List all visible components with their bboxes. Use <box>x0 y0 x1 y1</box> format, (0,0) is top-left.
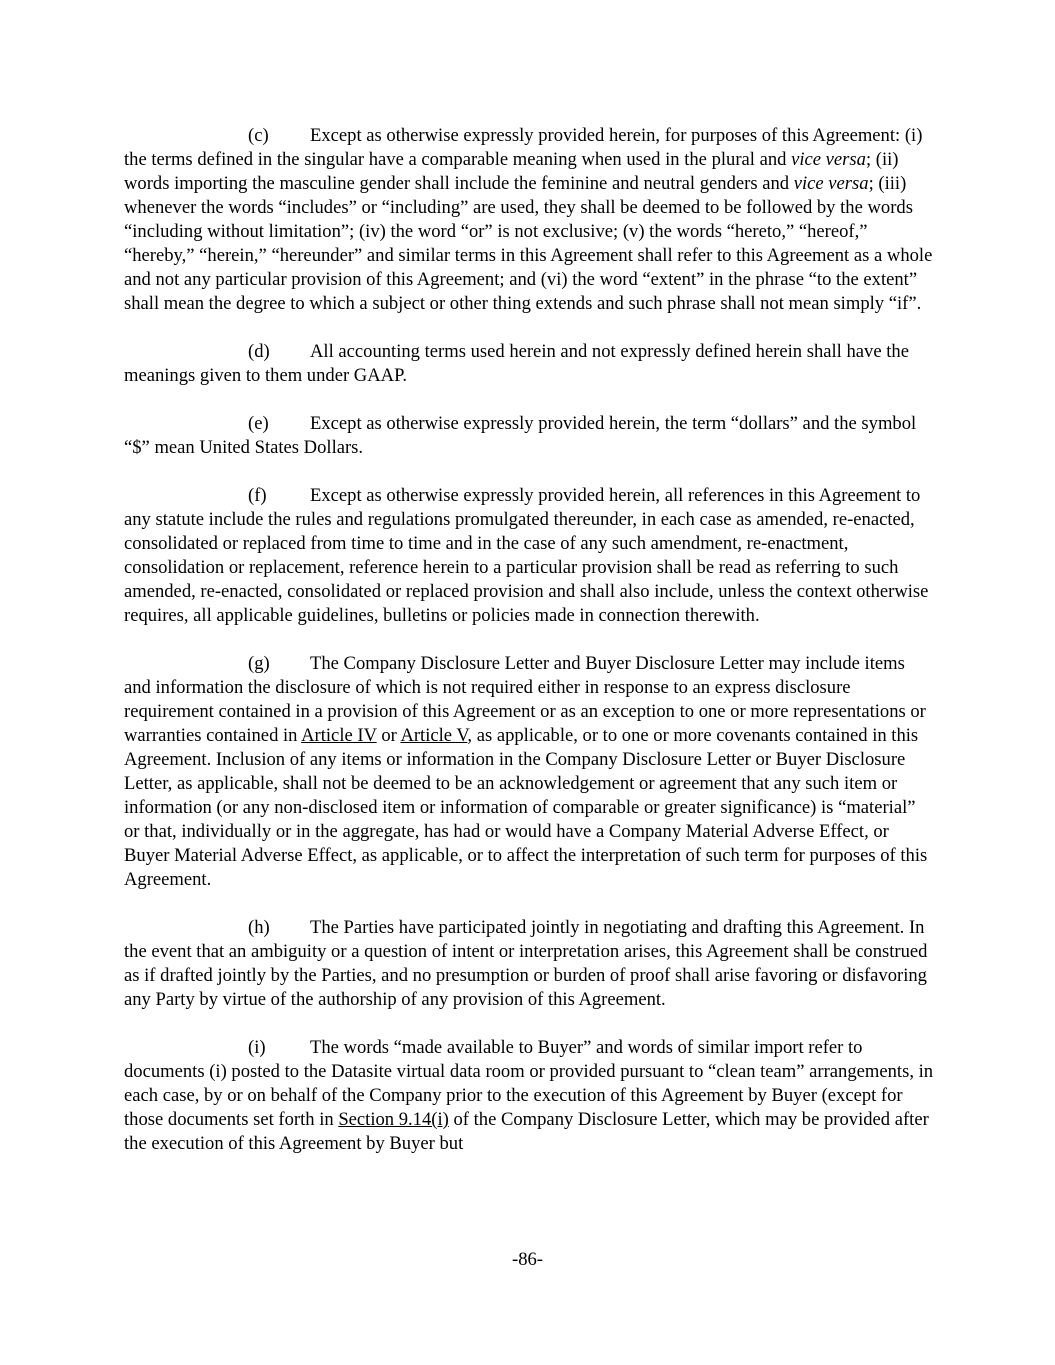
paragraph-d <box>124 340 934 388</box>
document-page <box>124 124 934 1180</box>
paragraph-text: Except as otherwise expressly provided herein, the term “dollars” and the symbol “$” mean United States Dollars. <box>124 413 917 458</box>
paragraph-label: (h) <box>248 917 270 938</box>
paragraph-text: Except as otherwise expressly provided herein, all references in this Agreement to any statute include the rules and regulations promulgated thereunder, in each case as amended, re-enacted, consolidated or replaced from time to time and in the case of any such amendment, re-enactment, consolidation or replacement, reference herein to a particular provision shall be read as referring to such amended, re-enacted, consolidated or replaced provision and shall also include, unless the context otherwise requires, all applicable guidelines, bulletins or policies made in connection therewith. <box>124 485 929 626</box>
article-iv-reference: Article IV <box>301 725 377 746</box>
paragraph-text: of the Company Disclosure Letter, which may be provided after the execution of this Agreement by Buyer but <box>124 1109 929 1154</box>
paragraph-text: The Company Disclosure Letter and Buyer Disclosure Letter may include items and information the disclosure of which is not required either in response to an express disclosure requirement contained in a provision of this Agreement or as an exception to one or more representations or warranties contained in <box>124 653 926 746</box>
italic-term: vice versa <box>791 149 866 170</box>
paragraph-text: or <box>376 725 401 746</box>
paragraph-label: (i) <box>248 1037 266 1058</box>
paragraph-text: ; (iii) whenever the words “includes” or “including” are used, they shall be deemed to be followed by the words “including without limitation”; (iv) the word “or” is not exclusive; (v) the words “hereto,” “hereof,” “hereby,” “herein,” “hereunder” and similar terms in this Agreement shall refer to this Agreement as a whole and not any particular provision of this Agreement; and (vi) the word “extent” in the phrase “to the extent” shall mean the degree to which a subject or other thing extends and such phrase shall not mean simply “if”. <box>124 173 933 314</box>
paragraph-text: , as applicable, or to one or more covenants contained in this Agreement. Inclusion of any items or information in the Company Disclosure Letter or Buyer Disclosure Letter, as applicable, shall not be deemed to be an acknowledgement or agreement that any such item or information (or any non-disclosed item or information of comparable or greater significance) is “material” or that, individually or in the aggregate, has had or would have a Company Material Adverse Effect, or Buyer Material Adverse Effect, as applicable, or to affect the interpretation of such term for purposes of this Agreement. <box>124 725 928 890</box>
paragraph-text: The Parties have participated jointly in negotiating and drafting this Agreement. In the event that an ambiguity or a question of intent or interpretation arises, this Agreement shall be construed as if drafted jointly by the Parties, and no presumption or burden of proof shall arise favoring or disfavoring any Party by virtue of the authorship of any provision of this Agreement. <box>124 917 928 1010</box>
section-reference: Section 9.14(i) <box>338 1109 449 1130</box>
paragraph-h <box>124 916 934 1012</box>
paragraph-i <box>124 1036 934 1156</box>
paragraph-label: (f) <box>248 485 267 506</box>
article-v-reference: Article V <box>400 725 468 746</box>
paragraph-text: The words “made available to Buyer” and words of similar import refer to documents (i) posted to the Datasite virtual data room or provided pursuant to “clean team” arrangements, in each case, by or on behalf of the Company prior to the execution of this Agreement by Buyer (except for those documents set forth in <box>124 1037 934 1130</box>
paragraph-g <box>124 652 934 892</box>
italic-term: vice versa <box>793 173 869 194</box>
paragraph-text: Except as otherwise expressly provided herein, for purposes of this Agreement: (i) the terms defined in the singular have a comparable meaning when used in the plural and <box>124 125 923 170</box>
paragraph-text: All accounting terms used herein and not expressly defined herein shall have the meanings given to them under GAAP. <box>124 341 909 386</box>
paragraph-label: (g) <box>248 653 270 674</box>
paragraph-label: (d) <box>248 341 270 362</box>
paragraph-label: (c) <box>248 125 269 146</box>
paragraph-f <box>124 484 934 628</box>
page-number: -86- <box>512 1249 543 1270</box>
paragraph-c <box>124 124 934 316</box>
paragraph-text: ; (ii) words importing the masculine gender shall include the feminine and neutral genders and <box>124 149 899 194</box>
paragraph-label: (e) <box>248 413 269 434</box>
paragraph-e <box>124 412 934 460</box>
